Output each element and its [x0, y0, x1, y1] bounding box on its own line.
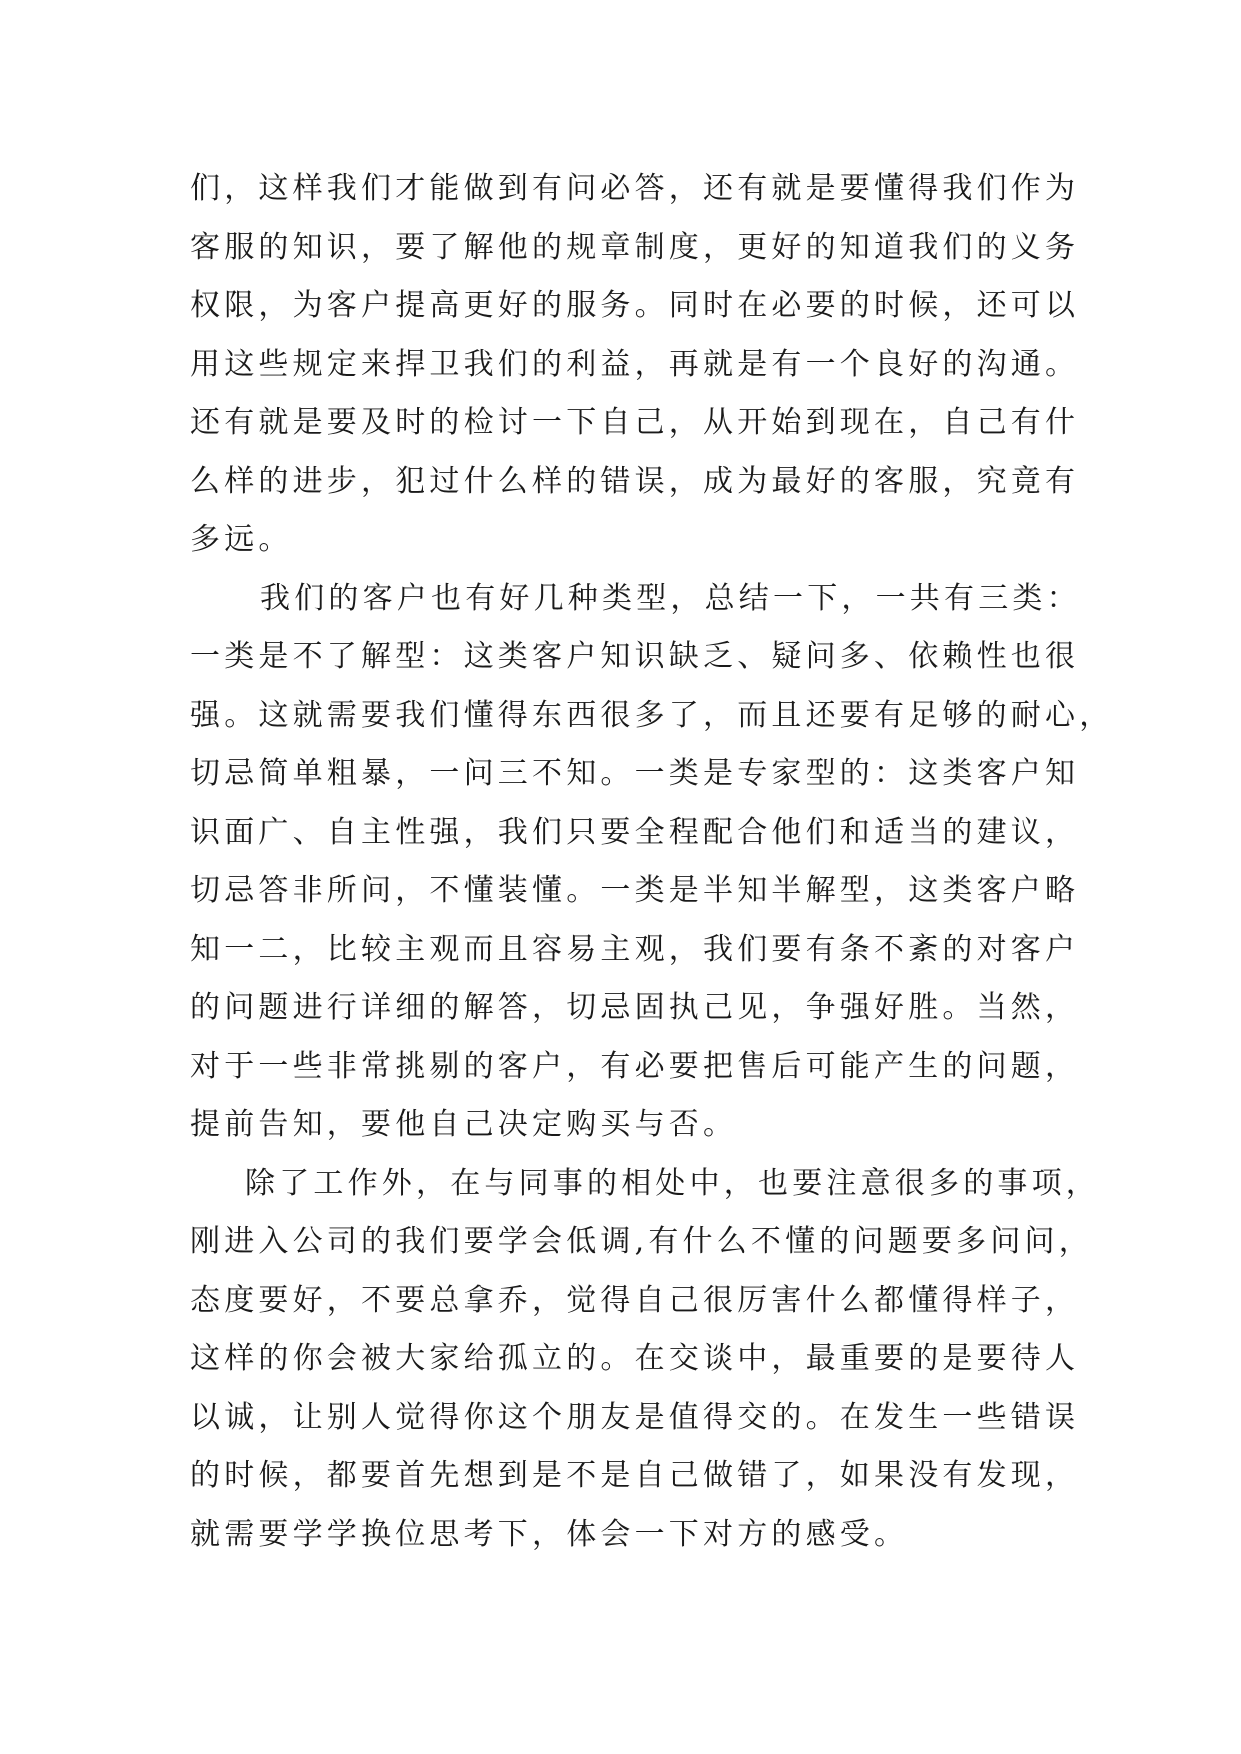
paragraph-first-line: 除了工作外，在与同事的相处中，也要注意很多的事项，	[245, 1165, 1100, 1201]
text-line: 的问题进行详细的解答，切忌固执己见，争强好胜。当然，	[190, 990, 1080, 1025]
text-line: 们，这样我们才能做到有问必答，还有就是要懂得我们作为	[190, 171, 1080, 206]
text-line: 强。这就需要我们懂得东西很多了，而且还要有足够的耐心，	[190, 697, 1114, 733]
paragraph-first-line: 我们的客户也有好几种类型，总结一下，一共有三类：	[260, 580, 1081, 616]
text-line: 多远。	[190, 522, 293, 557]
text-line: 态度要好，不要总拿乔，觉得自己很厉害什么都懂得样子，	[190, 1282, 1080, 1318]
text-line: 用这些规定来捍卫我们的利益，再就是有一个良好的沟通。	[190, 346, 1080, 382]
text-line: 这样的你会被大家给孤立的。在交谈中，最重要的是要待人	[190, 1341, 1080, 1376]
text-line: 权限，为客户提高更好的服务。同时在必要的时候，还可以	[190, 288, 1080, 323]
text-line: 切忌答非所问，不懂装懂。一类是半知半解型，这类客户略	[190, 873, 1080, 908]
text-line: 还有就是要及时的检讨一下自己，从开始到现在，自己有什	[190, 405, 1080, 440]
text-line: 刚进入公司的我们要学会低调,有什么不懂的问题要多问问，	[190, 1224, 1093, 1259]
text-line: 一类是不了解型：这类客户知识缺乏、疑问多、依赖性也很	[190, 639, 1080, 674]
body-text	[190, 160, 1114, 1564]
text-line: 以诚，让别人觉得你这个朋友是值得交的。在发生一些错误	[190, 1399, 1080, 1435]
text-line: 客服的知识，要了解他的规章制度，更好的知道我们的义务	[190, 229, 1080, 265]
text-line: 提前告知，要他自己决定购买与否。	[190, 1107, 738, 1142]
text-line: 识面广、自主性强，我们只要全程配合他们和适当的建议，	[190, 814, 1080, 850]
text-line: 切忌简单粗暴，一问三不知。一类是专家型的：这类客户知	[190, 756, 1080, 791]
text-line: 的时候，都要首先想到是不是自己做错了，如果没有发现，	[190, 1458, 1080, 1493]
text-line: 就需要学学换位思考下，体会一下对方的感受。	[190, 1516, 909, 1552]
text-line: 对于一些非常挑剔的客户，有必要把售后可能产生的问题，	[190, 1048, 1080, 1084]
text-line: 知一二，比较主观而且容易主观，我们要有条不紊的对客户	[190, 931, 1080, 967]
text-line: 么样的进步，犯过什么样的错误，成为最好的客服，究竟有	[190, 463, 1080, 499]
